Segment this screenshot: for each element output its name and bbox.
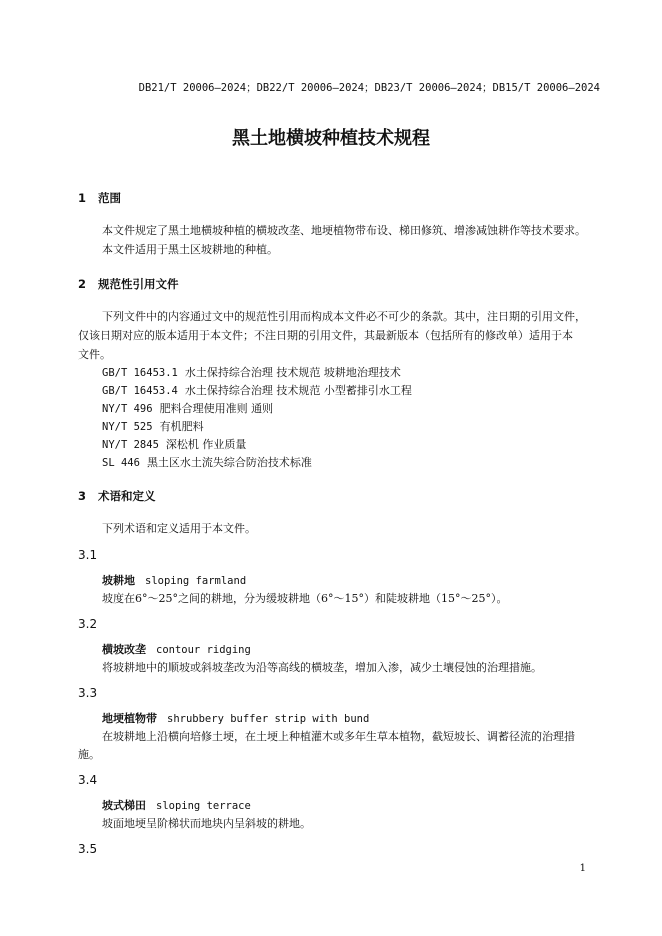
clause-number: 3.2 <box>78 617 98 631</box>
document-header: DB21/T 20006—2024；DB22/T 20006—2024；DB23/T 20006—2024；DB15/T 20006—2024 <box>138 82 600 94</box>
reference-item: SL 446 黑土区水土流失综合防治技术标准 <box>102 456 312 469</box>
section-1-heading: 1 范围 <box>78 191 121 205</box>
term-definition: 在坡耕地上沿横向培修土埂，在土埂上种植灌木或多年生草本植物，截短坡长、调蓄径流的治理措 <box>102 730 575 743</box>
reference-item: GB/T 16453.1 水土保持综合治理 技术规范 坡耕地治理技术 <box>102 366 401 379</box>
term-heading: 横坡改垄 contour ridging <box>102 643 251 656</box>
section-3-intro: 下列术语和定义适用于本文件。 <box>102 522 256 535</box>
term-definition: 将坡耕地中的顺坡或斜坡垄改为沿等高线的横坡垄，增加入渗，减少土壤侵蚀的治理措施。 <box>102 661 542 674</box>
clause-number: 3.5 <box>78 842 98 856</box>
reference-item: NY/T 525 有机肥料 <box>102 420 204 433</box>
reference-item: NY/T 2845 深松机 作业质量 <box>102 438 247 451</box>
section-2-heading: 2 规范性引用文件 <box>78 277 179 291</box>
term-definition: 坡度在6°～25°之间的耕地，分为缓坡耕地（6°～15°）和陡坡耕地（15°～25°）。 <box>102 592 508 605</box>
section-2-paragraph-line-1: 下列文件中的内容通过文中的规范性引用而构成本文件必不可少的条款。其中，注日期的引用文件， <box>102 310 586 323</box>
term-definition-continued: 施。 <box>78 748 100 761</box>
section-2-paragraph-line-2: 仅该日期对应的版本适用于本文件；不注日期的引用文件，其最新版本（包括所有的修改单）适用于本 <box>78 329 573 342</box>
reference-item: NY/T 496 肥料合理使用准则 通则 <box>102 402 274 415</box>
section-1-paragraph-2: 本文件适用于黑土区坡耕地的种植。 <box>102 243 278 256</box>
section-3-heading: 3 术语和定义 <box>78 489 156 503</box>
page-number: 1 <box>579 863 586 874</box>
term-definition: 坡面地埂呈阶梯状而地块内呈斜坡的耕地。 <box>102 817 311 830</box>
section-1-paragraph-1: 本文件规定了黑土地横坡种植的横坡改垄、地埂植物带布设、梯田修筑、增渗减蚀耕作等技术要求。 <box>102 224 586 237</box>
term-heading: 坡耕地 sloping farmland <box>102 574 247 587</box>
reference-item: GB/T 16453.4 水土保持综合治理 技术规范 小型蓄排引水工程 <box>102 384 412 397</box>
clause-number: 3.4 <box>78 773 98 787</box>
clause-number: 3.1 <box>78 548 98 562</box>
section-2-paragraph-line-3: 文件。 <box>78 348 111 361</box>
term-heading: 坡式梯田 sloping terrace <box>102 799 251 812</box>
document-title: 黑土地横坡种植技术规程 <box>232 128 430 149</box>
clause-number: 3.3 <box>78 686 98 700</box>
term-heading: 地埂植物带 shrubbery buffer strip with bund <box>102 712 370 725</box>
